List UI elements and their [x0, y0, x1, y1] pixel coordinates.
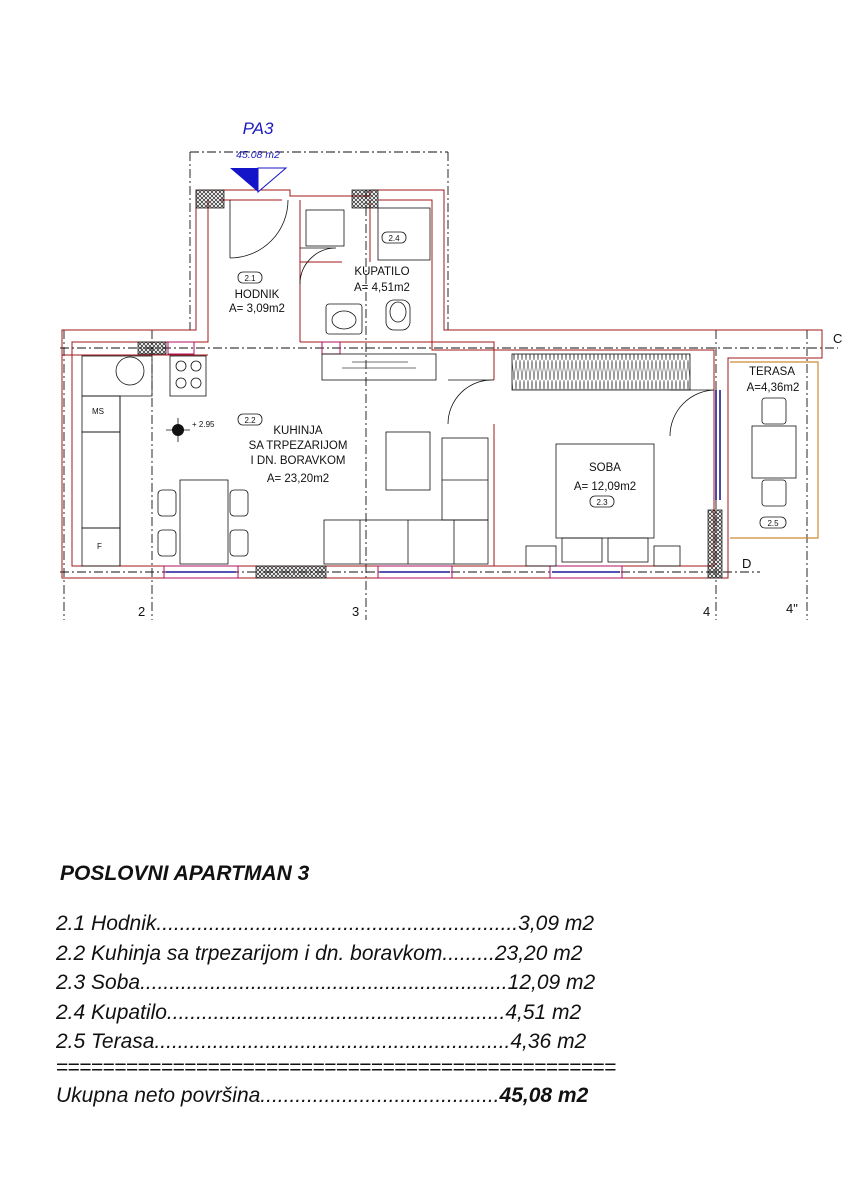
area-legend — [56, 862, 736, 1113]
legend-total-label: Ukupna neto površina......................................... — [56, 1083, 500, 1107]
bedroom-furniture — [512, 354, 690, 566]
room-tag-2-5: 2.5 — [767, 519, 779, 528]
room-area-hodnik: A= 3,09m2 — [229, 303, 285, 315]
legend-total-value: 45,08 m2 — [499, 1083, 589, 1107]
legend-separator: ================================================ — [56, 1056, 616, 1079]
legend-row-kuhinja: 2.2 Kuhinja sa trpezarijom i dn. boravkom.........23,20 m2 — [56, 941, 583, 965]
unit-marker — [230, 119, 286, 192]
axis-4b: 4" — [786, 601, 798, 616]
room-tag-2-3: 2.3 — [596, 498, 608, 507]
axis-2: 2 — [138, 604, 146, 619]
legend-row-kupatilo: 2.4 Kupatilo..........................................................4,51 m2 — [56, 1000, 582, 1024]
room-tag-2-2: 2.2 — [244, 416, 256, 425]
legend-title: POSLOVNI APARTMAN 3 — [60, 862, 310, 885]
axis-d: D — [742, 556, 752, 571]
room-area-terasa: A=4,36m2 — [746, 382, 800, 394]
legend-row-terasa: 2.5 Terasa.............................................................4,36 m2 — [56, 1030, 587, 1053]
room-name-kuhinja-1: KUHINJA — [273, 425, 323, 437]
legend-row-soba: 2.3 Soba...............................................................12,09 m2 — [56, 971, 596, 994]
room-name-kuhinja-3: I DN. BORAVKOM — [250, 455, 346, 467]
room-name-hodnik: HODNIK — [234, 289, 280, 301]
unit-area: 45.08 m2 — [236, 149, 280, 161]
room-name-kuhinja-2: SA TRPEZARIJOM — [248, 440, 348, 452]
unit-label: PA3 — [242, 119, 274, 138]
doors — [230, 200, 714, 436]
room-tag-2-1: 2.1 — [244, 274, 256, 283]
room-tag-2-4: 2.4 — [388, 234, 400, 243]
axis-c: C — [833, 331, 843, 346]
legend-row-hodnik: 2.1 Hodnik..............................................................3,09 m2 — [56, 912, 595, 935]
room-area-soba: A= 12,09m2 — [573, 481, 637, 493]
axis-labels — [138, 331, 842, 619]
axis-3: 3 — [352, 604, 360, 619]
level-marker — [166, 418, 190, 442]
room-name-kupatilo: KUPATILO — [354, 266, 410, 278]
room-name-soba: SOBA — [589, 462, 621, 474]
room-name-terasa: TERASA — [748, 366, 796, 378]
fixture-ms: MS — [92, 407, 104, 416]
room-area-kupatilo: A= 4,51m2 — [354, 282, 410, 294]
fixture-f: F — [97, 542, 102, 551]
axis-4: 4 — [703, 604, 711, 619]
room-labels — [92, 232, 799, 551]
room-area-kuhinja: A= 23,20m2 — [266, 473, 330, 485]
legend-total — [56, 1079, 736, 1113]
level-value: + 2.95 — [192, 420, 215, 429]
